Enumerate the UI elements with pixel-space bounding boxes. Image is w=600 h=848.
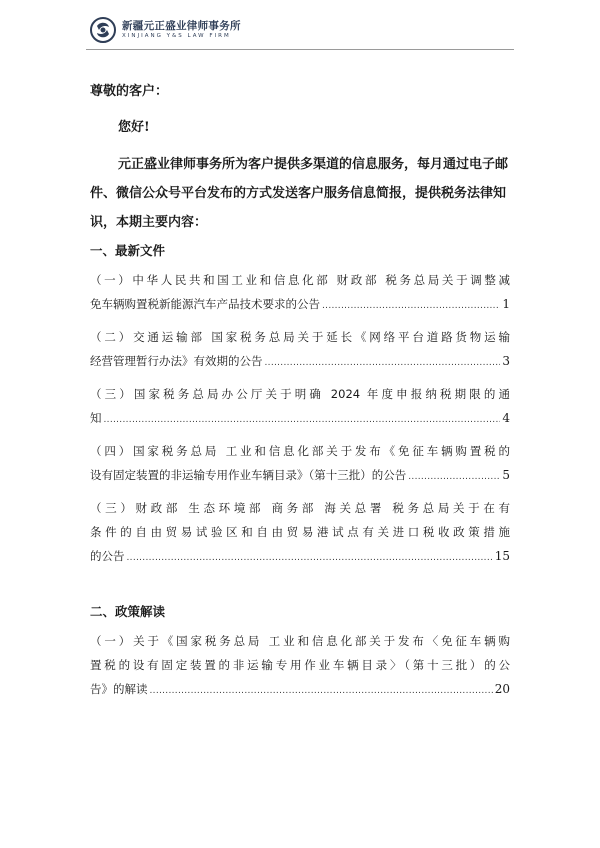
toc-page-number: 5 — [502, 468, 510, 482]
toc-entry-line: （一）中华人民共和国工业和信息化部 财政部 税务总局关于调整减 — [90, 273, 510, 287]
toc-entry-line: （三）财政部 生态环境部 商务部 海关总署 税务总局关于在有 — [90, 501, 510, 515]
toc-entry-line: 免车辆购置税新能源汽车产品技术要求的公告 — [90, 297, 320, 311]
toc-entry-line: 的公告 — [90, 549, 125, 563]
letterhead — [90, 12, 241, 48]
toc-leader — [408, 465, 500, 489]
toc-entry-line: 经营管理暂行办法》有效期的公告 — [90, 354, 263, 368]
toc-entry-line: （二）交通运输部 国家税务总局关于延长《网络平台道路货物运输 — [90, 330, 510, 344]
section-title: 一、最新文件 — [90, 243, 166, 258]
toc-entry-line: 置税的设有固定装置的非运输专用作业车辆目录〉（第十三批）的公 — [90, 658, 510, 672]
toc-entry-line: 告》的解读 — [90, 682, 148, 696]
toc-page-number: 20 — [494, 682, 510, 696]
toc-entry-line: （一）关于《国家税务总局 工业和信息化部关于发布〈免征车辆购 — [90, 634, 510, 648]
firm-logo-icon — [90, 17, 116, 43]
section-title: 二、政策解读 — [90, 604, 166, 619]
toc-section-policy — [90, 602, 510, 703]
toc-entry-line: 条件的自由贸易试验区和自由贸易港试点有关进口税收政策措施 — [90, 525, 510, 539]
toc-leader — [104, 408, 501, 432]
toc-leader — [265, 351, 501, 375]
toc-page-number: 15 — [494, 549, 510, 563]
toc-entry-line: （三）国家税务总局办公厅关于明确 2024 年度申报纳税期限的通 — [90, 387, 510, 401]
toc-page-number: 3 — [502, 354, 510, 368]
toc-entry[interactable] — [90, 439, 510, 489]
toc-entry-line: 知 — [90, 411, 102, 425]
toc-entry[interactable] — [90, 382, 510, 432]
toc-page-number: 1 — [502, 297, 510, 311]
toc-entry[interactable] — [90, 496, 510, 570]
company-name-cn: 新疆元正盛业律师事务所 — [122, 19, 241, 32]
toc-entry[interactable] — [90, 325, 510, 375]
toc-entry[interactable] — [90, 268, 510, 318]
toc-leader — [150, 679, 493, 703]
toc-leader — [322, 294, 500, 318]
intro-paragraph: 元正盛业律师事务所为客户提供多渠道的信息服务，每月通过电子邮件、微信公众号平台发布的方式发送客户服务信息简报，提供税务法律知识，本期主要内容： — [90, 157, 509, 230]
toc-leader — [127, 546, 493, 570]
toc-page-number: 4 — [502, 411, 510, 425]
toc-entry-line: 设有固定装置的非运输专用作业车辆目录》（第十三批）的公告 — [90, 468, 407, 482]
salutation: 尊敬的客户： — [90, 84, 169, 99]
toc-section-latest — [90, 241, 510, 570]
toc-entry-line: （四）国家税务总局 工业和信息化部关于发布《免征车辆购置税的 — [90, 444, 510, 458]
letter-body — [90, 78, 510, 703]
toc-entry[interactable] — [90, 629, 510, 703]
company-name-en: XINJIANG Y&S LAW FIRM — [122, 33, 231, 39]
header-divider — [86, 49, 514, 50]
greeting: 您好! — [118, 120, 150, 135]
